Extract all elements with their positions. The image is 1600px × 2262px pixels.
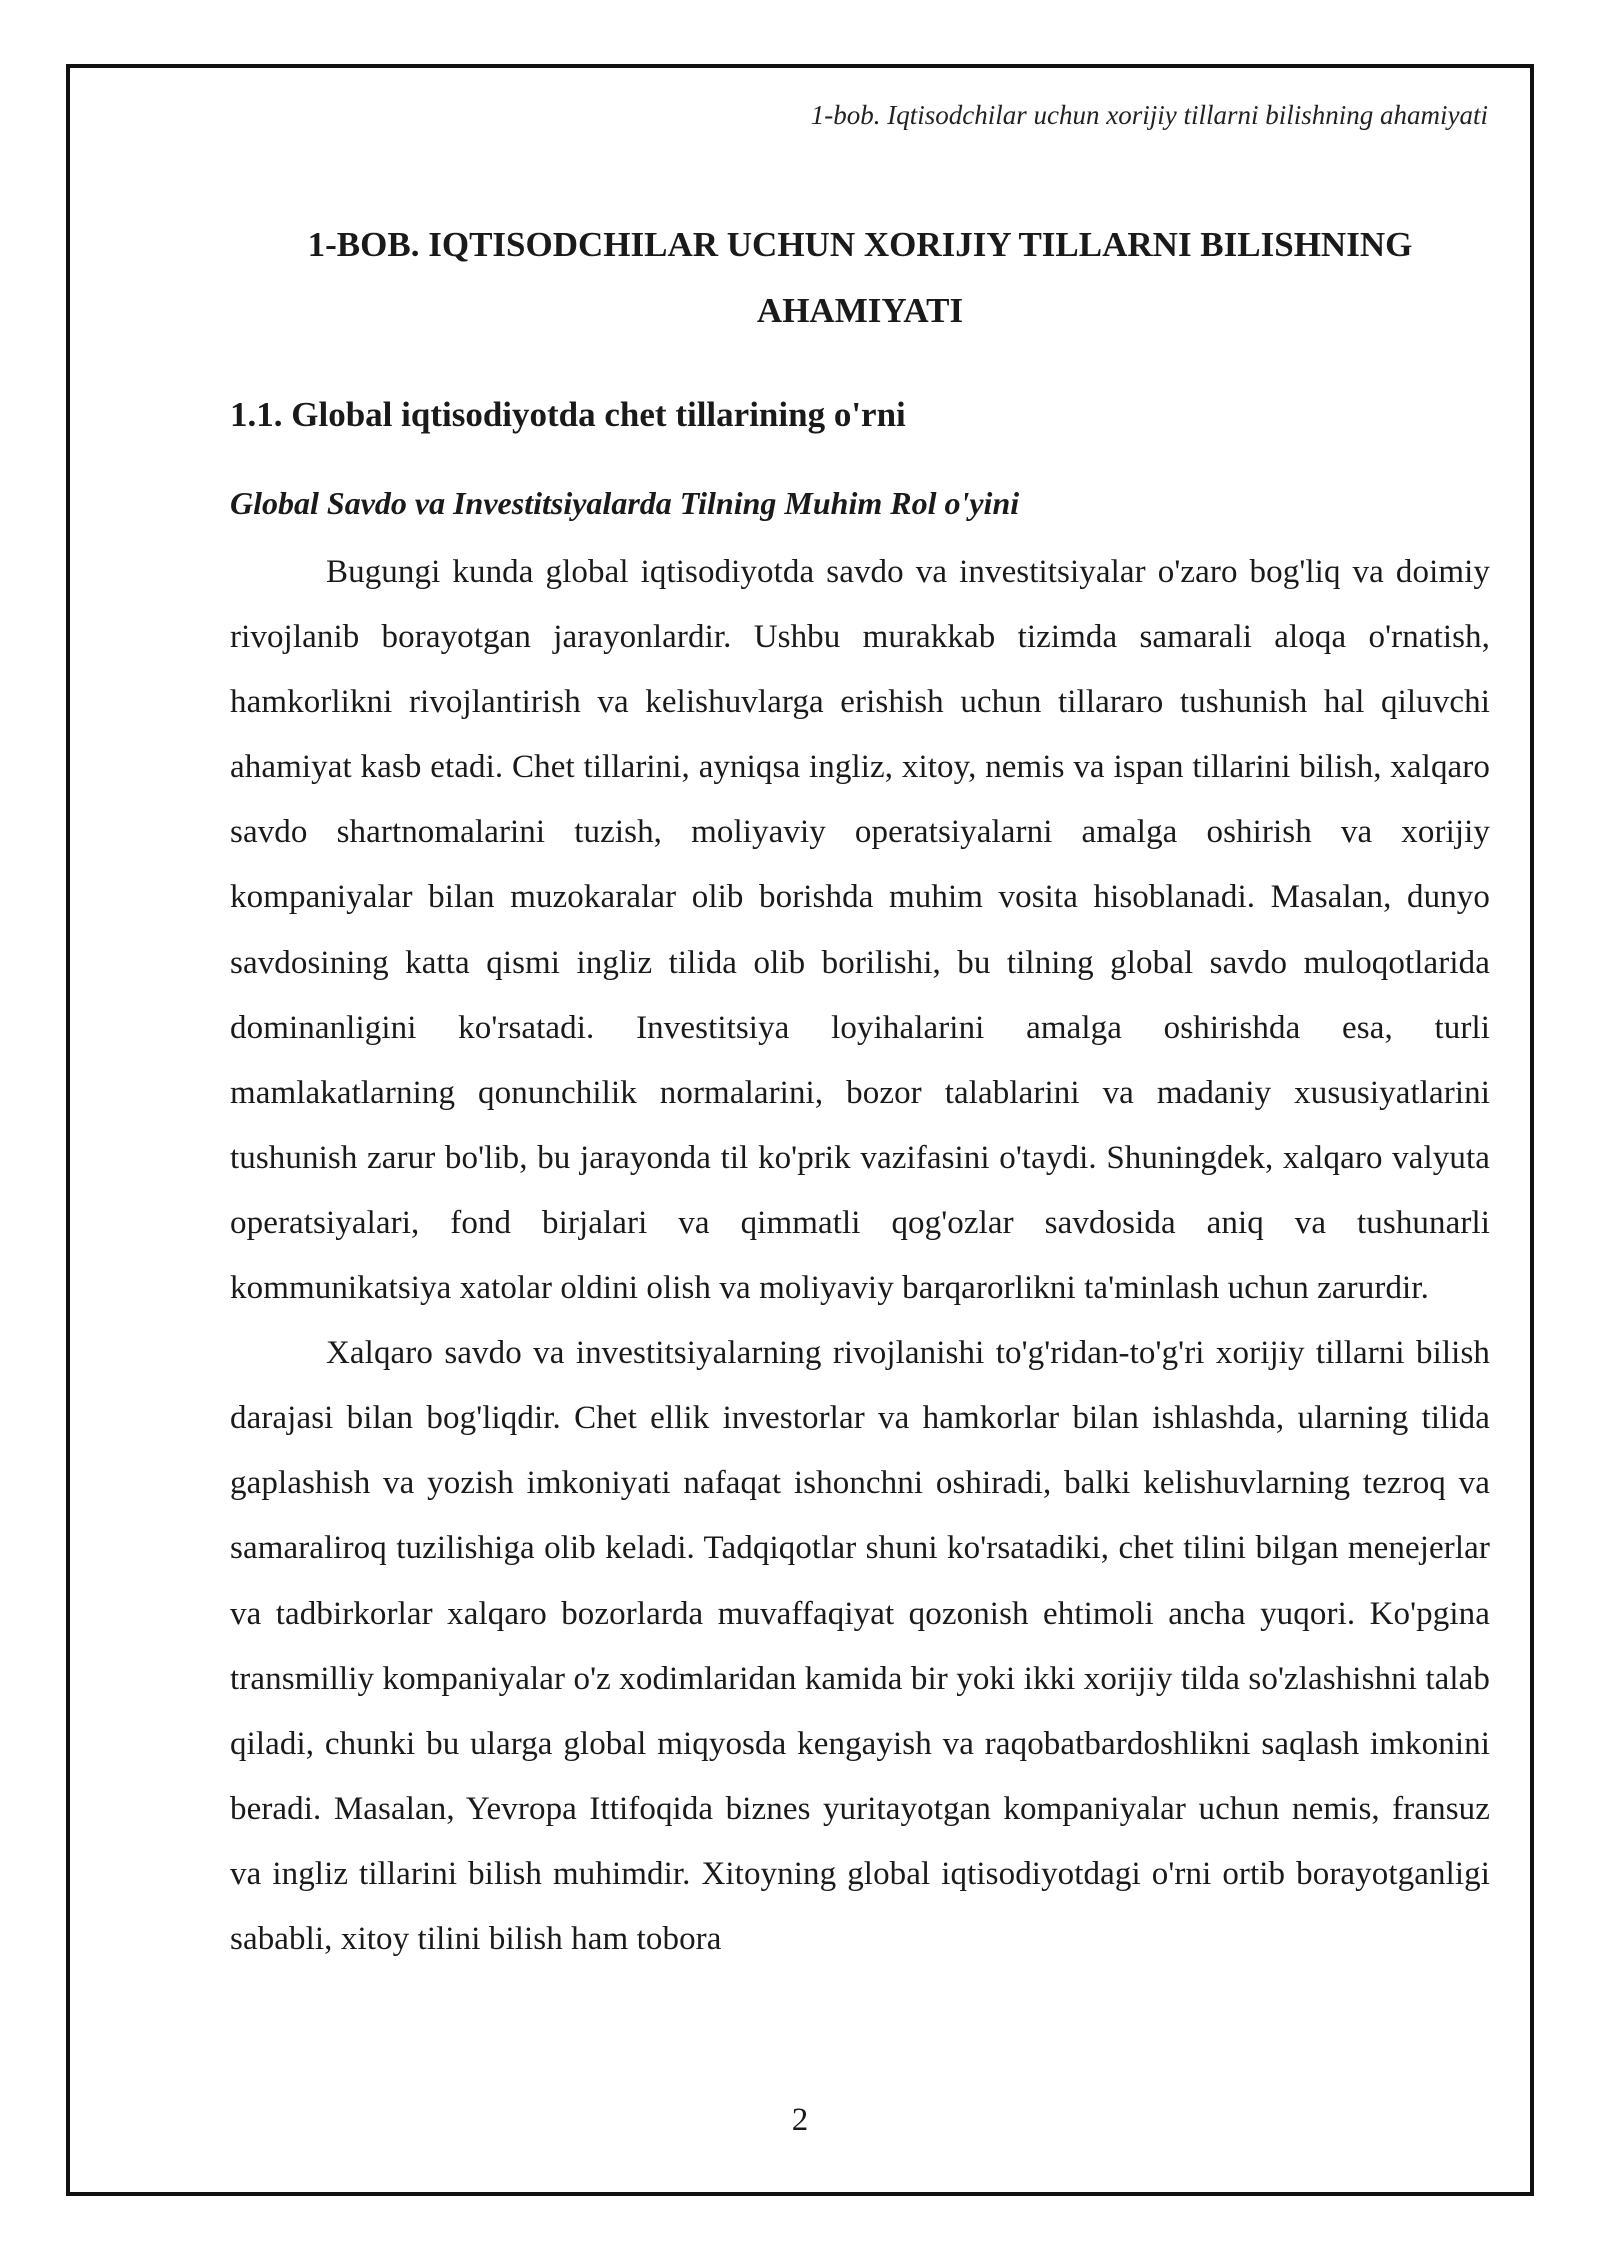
chapter-title-line-2: AHAMIYATI bbox=[756, 291, 964, 330]
body-paragraph-1: Bugungi kunda global iqtisodiyotda savdo va investitsiyalar o'zaro bog'liq va doimiy rivojlanib borayotgan jarayonlardir. Ushbu murakkab tizimda samarali aloqa o'rnatish, hamkorlikni rivojlantirish va kelishuvlarga erishish uchun tillararo tushunish hal qiluvchi ahamiyat kasb etadi. Chet tillarini, ayniqsa ingliz, xitoy, nemis va ispan tillarini bilish, xalqaro savdo shartnomalarini tuzish, moliyaviy operatsiyalarni amalga oshirish va xorijiy kompaniyalar bilan muzokaralar olib borishda muhim vosita hisoblanadi. Masalan, dunyo savdosining katta qismi ingliz tilida olib borilishi, bu tilning global savdo muloqotlarida dominanligini ko'rsatadi. Investitsiya loyihalarini amalga oshirishda esa, turli mamlakatlarning qonunchilik normalarini, bozor talablarini va madaniy xususiyatlarini tushunish zarur bo'lib, bu jarayonda til ko'prik vazifasini o'taydi. Shuningdek, xalqaro valyuta operatsiyalari, fond birjalari va qimmatli qog'ozlar savdosida aniq va tushunarli kommunikatsiya xatolar oldini olish va moliyaviy barqarorlikni ta'minlash uchun zarurdir. bbox=[230, 554, 1490, 1307]
chapter-title-line-1: 1-BOB. IQTISODCHILAR UCHUN XORIJIY TILLARNI BILISHNING bbox=[307, 225, 1413, 264]
section-title: 1.1. Global iqtisodiyotda chet tillarining o'rni bbox=[230, 395, 906, 434]
page-content bbox=[230, 212, 1490, 1972]
page-number: 2 bbox=[791, 2102, 809, 2138]
subsection-title: Global Savdo va Investitsiyalarda Tilning Muhim Rol o'yini bbox=[230, 485, 1020, 521]
body-paragraph-2: Xalqaro savdo va investitsiyalarning rivojlanishi to'g'ridan-to'g'ri xorijiy tillarni bilish darajasi bilan bog'liqdir. Chet ellik investorlar va hamkorlar bilan ishlashda, ularning tilida gaplashish va yozish imkoniyati nafaqat ishonchni oshiradi, balki kelishuvlarning tezroq va samaraliroq tuzilishiga olib keladi. Tadqiqotlar shuni ko'rsatadiki, chet tilini bilgan menejerlar va tadbirkorlar xalqaro bozorlarda muvaffaqiyat qozonish ehtimoli ancha yuqori. Ko'pgina transmilliy kompaniyalar o'z xodimlaridan kamida bir yoki ikki xorijiy tilda so'zlashishni talab qiladi, chunki bu ularga global miqyosda kengayish va raqobatbardoshlikni saqlash imkonini beradi. Masalan, Yevropa Ittifoqida biznes yuritayotgan kompaniyalar uchun nemis, fransuz va ingliz tillarini bilish muhimdir. Xitoyning global iqtisodiyotdagi o'rni ortib borayotganligi sababli, xitoy tilini bilish ham tobora bbox=[230, 1335, 1490, 1957]
running-header: 1-bob. Iqtisodchilar uchun xorijiy tillarni bilishning ahamiyati bbox=[810, 100, 1488, 130]
chapter-title bbox=[230, 212, 1490, 344]
